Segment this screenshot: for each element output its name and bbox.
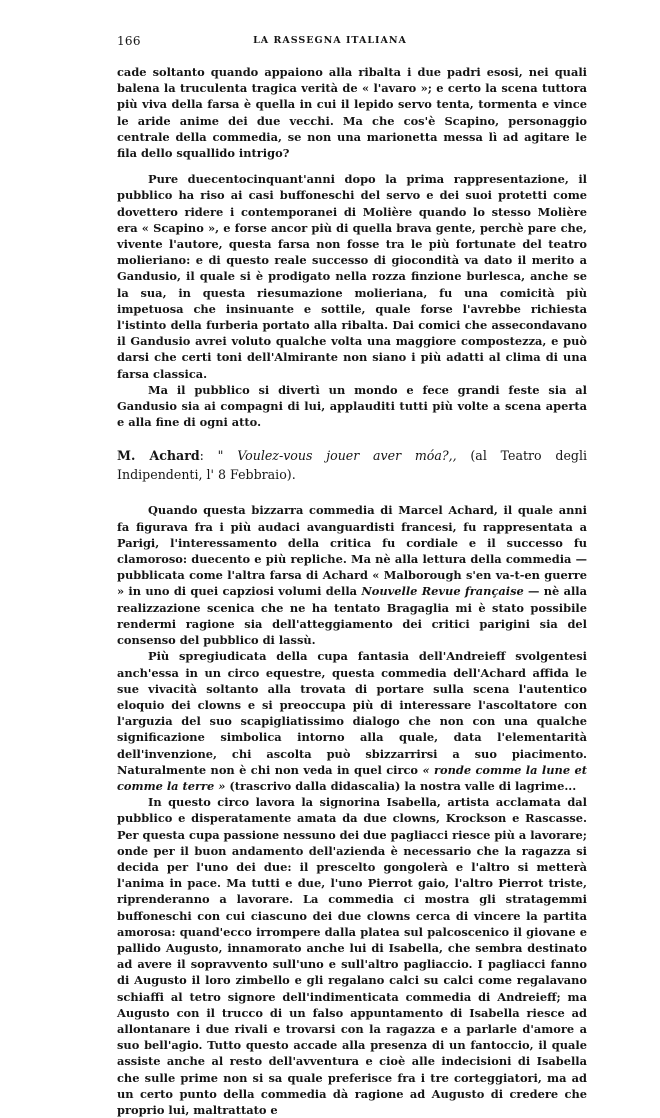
text-run: — nè alla realizzazione scenica che ne ha tentato Bragaglia mi è stato possibile rendermi ragione sia dell'atteggiamento dei critici parigini sia del consenso del pubblico di lassù. bbox=[117, 584, 588, 648]
page-header bbox=[0, 34, 660, 50]
paragraph: cade soltanto quando appaiono alla ribalta i due padri esosi, nei quali balena la truculenta tragica verità de « l'avaro »; e certo la scena tuttora più viva della farsa è quella in cui il lepido servo tenta, tormenta e vince le aride anime dei due vecchi. Ma che cos'è Scapino, personaggio centrale della commedia, se non una marionetta messa lì ad agitare le fila dello squallido intrigo? bbox=[117, 65, 587, 161]
paragraph: Ma il pubblico si divertì un mondo e fece grandi feste sia al Gandusio sia ai compagni di lui, applauditi tutti più volte a scena aperta e alla fine di ogni atto. bbox=[117, 382, 587, 430]
body-text bbox=[117, 64, 587, 1118]
review-venue: (al Teatro degli Indipendenti, l' 8 Febbraio). bbox=[117, 448, 588, 483]
running-title: LA RASSEGNA ITALIANA bbox=[253, 35, 407, 46]
journal-title: Nouvelle Revue française bbox=[361, 584, 524, 599]
review-author: M. Achard bbox=[117, 448, 200, 464]
page-number: 166 bbox=[117, 34, 141, 48]
review-heading bbox=[117, 446, 587, 484]
paragraph bbox=[117, 502, 587, 648]
review-title: " Voulez-vous jouer aver móa?,, bbox=[217, 448, 457, 464]
text-run: (trascrivo dalla didascalia) la nostra valle di lagrime... bbox=[225, 778, 577, 793]
stage-direction-quote: « ronde comme la lune et comme la terre » bbox=[117, 762, 587, 793]
text-run: Quando questa bizzarra commedia di Marcel Achard, il quale anni fa figurava fra i più audaci avanguardisti francesi, fu rappresentata a Parigi, l'interessamento della critica fu cordiale e il successo fu clamoroso: duecento e più repliche. Ma nè alla lettura della commedia — pubblicata come l'altra farsa di Achard « Malborough s'en va-t-en guerre » in uno di quei capziosi volumi della bbox=[117, 503, 587, 599]
paragraph bbox=[117, 648, 587, 794]
paragraph: In questo circo lavora la signorina Isabella, artista acclamata dal pubblico e disperatamente amata da due clowns, Krockson e Rascasse. Per questa cupa passione nessuno dei due pagliacci riesce più a lavorare; onde per il buon andamento dell'azienda è necessario che la ragazza si decida per l'uno dei due: il prescelto gongolerà e l'altro si metterà l'anima in pace. Ma tutti e due, l'uno Pierrot gaio, l'altro Pierrot triste, riprenderanno a lavorare. La commedia ci mostra gli stratagemmi buffoneschi con cui ciascuno dei due clowns cerca di vincere la partita amorosa: quand'ecco irrompere dalla platea sul palcoscenico il giovane e pallido Augusto, innamorato anche lui di Isabella, che sembra destinato ad avere il sopravvento sull'uno e sull'altro pagliaccio. I pagliacci fanno di Augusto il loro zimbello e gli regalano calci su calci come regalavano schiaffi al tetro signore dell'indimenticata commedia di Andreieff; ma Augusto con il trucco di un falso appuntamento di Isabella riesce ad allontanare i due rivali e trovarsi con la ragazza e a parlarle d'amore a suo bell'agio. Tutto questo accade alla presenza di un fantoccio, il quale assiste anche al resto dell'avventura e cioè alle indecisioni di Isabella che sulle prime non si sa quale preferisce fra i tre corteggiatori, ma ad un certo punto della commedia dà ragione ad Augusto di credere che proprio lui, maltrattato e bbox=[117, 795, 587, 1117]
review-colon: : bbox=[199, 448, 218, 464]
paragraph: Pure duecentocinquant'anni dopo la prima rappresentazione, il pubblico ha riso ai casi buffoneschi del servo e dei suoi protetti come dovettero ridere i contemporanei di Molière quando lo stesso Molière era « Scapino », e forse ancor più di quella brava gente, perchè pare che, vivente l'autore, questa farsa non fosse tra le più fortunate del teatro molieriano: e di questo reale successo di giocondità va dato il merito a Gandusio, il quale si è prodigato nella rozza finzione burlesca, anche se la sua, in questa riesumazione molieriana, fu una comicità più impetuosa che insinuante e sottile, quale forse l'avrebbe richiesta l'istinto della furberia portato alla ribalta. Dai comici che assecondavano il Gandusio avrei voluto qualche volta una maggiore compostezza, e può darsi che certi toni dell'Almirante non siano i più adatti al clima di una farsa classica. bbox=[117, 172, 587, 381]
text-run: Più spregiudicata della cupa fantasia dell'Andreieff svolgentesi anch'essa in un circo equestre, questa commedia dell'Achard affida le sue vivacità soltanto alla trovata di portare sulla scena l'autentico eloquio dei clowns e si preoccupa più di interessare l'ascoltatore con l'arguzia del suo scapigliatissimo dialogo che non con una qualche significazione simbolica intorno alla quale, data l'elementarità dell'invenzione, chi ascolta può sbizzarrirsi a suo piacimento. Naturalmente non è chi non veda in quel circo bbox=[117, 649, 587, 777]
